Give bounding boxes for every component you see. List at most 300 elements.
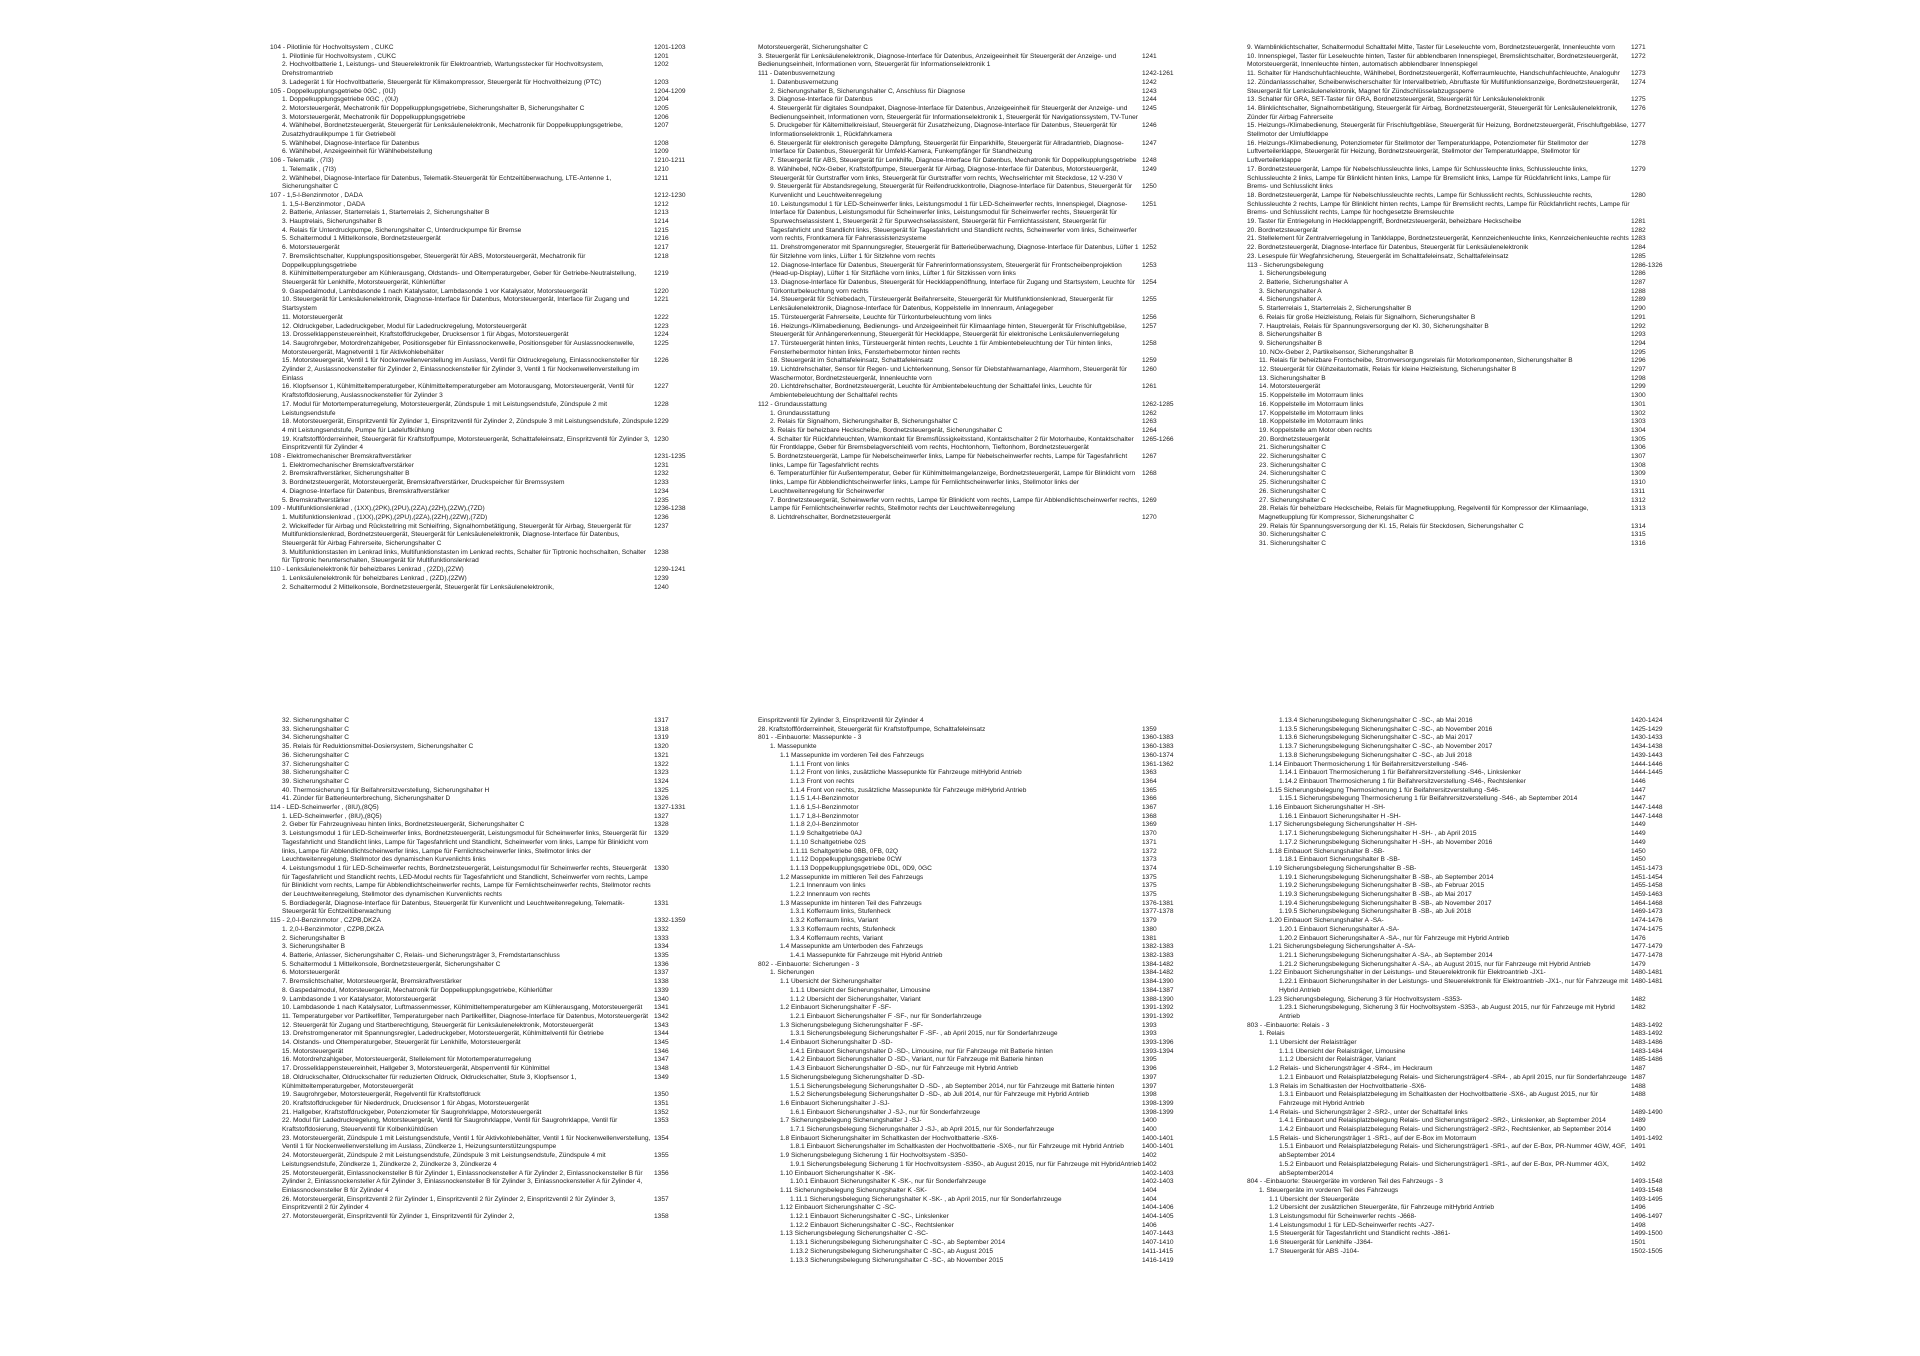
toc-entry[interactable] bbox=[270, 830, 718, 865]
toc-entry[interactable] bbox=[270, 253, 718, 270]
toc-entry[interactable] bbox=[270, 821, 718, 830]
toc-entry[interactable] bbox=[758, 935, 1206, 944]
toc-entry[interactable] bbox=[270, 357, 718, 383]
toc-entry[interactable] bbox=[270, 192, 718, 201]
toc-entry[interactable] bbox=[758, 1222, 1206, 1231]
toc-entry[interactable] bbox=[270, 769, 718, 778]
toc-entry[interactable] bbox=[270, 166, 718, 175]
toc-entry[interactable] bbox=[270, 1039, 718, 1048]
toc-entry[interactable] bbox=[1247, 830, 1695, 839]
toc-entry[interactable] bbox=[1247, 340, 1695, 349]
toc-entry[interactable] bbox=[270, 331, 718, 340]
toc-entry[interactable] bbox=[1247, 1117, 1695, 1126]
toc-entry[interactable] bbox=[1247, 401, 1695, 410]
toc-entry[interactable] bbox=[1247, 540, 1695, 549]
toc-entry[interactable] bbox=[1247, 1135, 1695, 1144]
toc-entry[interactable] bbox=[758, 891, 1206, 900]
toc-entry[interactable] bbox=[1247, 882, 1695, 891]
toc-entry[interactable] bbox=[270, 1213, 718, 1222]
toc-entry[interactable] bbox=[758, 122, 1206, 139]
toc-entry[interactable] bbox=[1247, 505, 1695, 522]
toc-entry[interactable] bbox=[270, 201, 718, 210]
toc-entry[interactable] bbox=[1247, 943, 1695, 952]
toc-entry[interactable] bbox=[270, 61, 718, 78]
toc-entry[interactable] bbox=[270, 96, 718, 105]
toc-entry[interactable] bbox=[270, 1074, 718, 1091]
toc-entry[interactable] bbox=[1247, 349, 1695, 358]
toc-entry[interactable] bbox=[1247, 787, 1695, 796]
toc-entry[interactable] bbox=[1247, 1161, 1695, 1178]
toc-entry[interactable] bbox=[758, 1004, 1206, 1013]
toc-entry[interactable] bbox=[270, 514, 718, 523]
toc-entry-page: 1299 bbox=[1631, 383, 1646, 391]
toc-entry[interactable] bbox=[758, 1030, 1206, 1039]
toc-entry[interactable] bbox=[758, 1091, 1206, 1100]
toc-entry[interactable] bbox=[270, 79, 718, 88]
toc-entry[interactable] bbox=[1247, 926, 1695, 935]
toc-entry[interactable] bbox=[1247, 122, 1695, 139]
toc-entry[interactable] bbox=[758, 804, 1206, 813]
toc-entry[interactable] bbox=[270, 978, 718, 987]
toc-entry[interactable] bbox=[758, 244, 1206, 261]
toc-entry[interactable] bbox=[270, 900, 718, 917]
toc-entry[interactable] bbox=[270, 1100, 718, 1109]
toc-entry[interactable] bbox=[270, 1109, 718, 1118]
toc-entry[interactable] bbox=[270, 926, 718, 935]
toc-entry[interactable] bbox=[758, 1143, 1206, 1152]
toc-entry[interactable] bbox=[1247, 444, 1695, 453]
toc-entry[interactable] bbox=[1247, 79, 1695, 96]
toc-entry[interactable] bbox=[270, 1048, 718, 1057]
toc-entry[interactable] bbox=[1247, 488, 1695, 497]
toc-entry[interactable] bbox=[1247, 253, 1695, 262]
toc-entry[interactable] bbox=[758, 1204, 1206, 1213]
toc-entry[interactable] bbox=[758, 1074, 1206, 1083]
toc-entry[interactable] bbox=[758, 79, 1206, 88]
toc-entry[interactable] bbox=[270, 752, 718, 761]
toc-entry-title: 8. Gaspedalmodul, Motorsteuergerät, Mechatronik für Doppelkupplungsgetriebe, Kühlerlüfter bbox=[282, 986, 553, 994]
toc-entry[interactable] bbox=[1247, 1187, 1695, 1196]
toc-entry[interactable] bbox=[270, 996, 718, 1005]
toc-entry[interactable] bbox=[270, 157, 718, 166]
toc-entry[interactable] bbox=[270, 813, 718, 822]
toc-entry[interactable] bbox=[1247, 1178, 1695, 1187]
toc-entry[interactable] bbox=[758, 839, 1206, 848]
toc-entry[interactable] bbox=[1247, 1030, 1695, 1039]
toc-entry[interactable] bbox=[758, 787, 1206, 796]
toc-entry[interactable] bbox=[758, 183, 1206, 200]
toc-entry[interactable] bbox=[270, 53, 718, 62]
toc-entry[interactable] bbox=[1247, 244, 1695, 253]
toc-entry[interactable] bbox=[1247, 331, 1695, 340]
toc-entry[interactable] bbox=[1247, 140, 1695, 166]
toc-entry[interactable] bbox=[270, 1056, 718, 1065]
toc-entry[interactable] bbox=[758, 470, 1206, 496]
toc-entry[interactable] bbox=[758, 427, 1206, 436]
toc-entry[interactable] bbox=[1247, 969, 1695, 978]
toc-entry[interactable] bbox=[270, 209, 718, 218]
toc-entry[interactable] bbox=[758, 882, 1206, 891]
toc-entry[interactable] bbox=[1247, 743, 1695, 752]
toc-entry[interactable] bbox=[758, 726, 1206, 735]
toc-entry[interactable] bbox=[270, 717, 718, 726]
toc-entry[interactable] bbox=[1247, 392, 1695, 401]
toc-entry[interactable] bbox=[1247, 1109, 1695, 1118]
toc-entry[interactable] bbox=[758, 410, 1206, 419]
toc-entry[interactable] bbox=[758, 1170, 1206, 1179]
toc-entry[interactable] bbox=[758, 418, 1206, 427]
toc-entry[interactable] bbox=[1247, 305, 1695, 314]
toc-entry[interactable] bbox=[758, 908, 1206, 917]
toc-entry[interactable] bbox=[270, 227, 718, 236]
toc-entry[interactable] bbox=[1247, 1039, 1695, 1048]
toc-entry[interactable] bbox=[1247, 734, 1695, 743]
toc-entry[interactable] bbox=[1247, 726, 1695, 735]
toc-entry[interactable] bbox=[758, 279, 1206, 296]
toc-entry[interactable] bbox=[1247, 978, 1695, 995]
toc-entry[interactable] bbox=[758, 978, 1206, 987]
toc-entry[interactable] bbox=[758, 1126, 1206, 1135]
toc-entry[interactable] bbox=[270, 340, 718, 357]
toc-entry[interactable] bbox=[270, 523, 718, 549]
toc-entry[interactable] bbox=[270, 1065, 718, 1074]
toc-entry[interactable] bbox=[1247, 821, 1695, 830]
toc-entry[interactable] bbox=[1247, 262, 1695, 271]
toc-entry[interactable] bbox=[270, 114, 718, 123]
toc-entry[interactable] bbox=[270, 987, 718, 996]
toc-entry[interactable] bbox=[1247, 410, 1695, 419]
toc-entry[interactable] bbox=[758, 340, 1206, 357]
toc-entry[interactable] bbox=[758, 1048, 1206, 1057]
toc-entry-title: 10. NOx-Geber 2, Partikelsensor, Sicherungshalter B bbox=[1259, 348, 1414, 356]
toc-entry-title: 6. Relais für große Heizleistung, Relais für Signalhorn, Sicherungshalter B bbox=[1259, 313, 1476, 321]
toc-entry[interactable] bbox=[1247, 1230, 1695, 1239]
toc-entry[interactable] bbox=[1247, 166, 1695, 192]
toc-entry[interactable] bbox=[758, 1257, 1206, 1266]
toc-entry[interactable] bbox=[270, 1196, 718, 1213]
toc-entry[interactable] bbox=[1247, 497, 1695, 506]
toc-entry[interactable] bbox=[270, 1135, 718, 1152]
toc-entry[interactable] bbox=[1247, 383, 1695, 392]
toc-entry[interactable] bbox=[1247, 1248, 1695, 1257]
toc-entry[interactable] bbox=[1247, 952, 1695, 961]
toc-entry[interactable] bbox=[1247, 1143, 1695, 1160]
toc-entry[interactable] bbox=[270, 549, 718, 566]
toc-entry[interactable] bbox=[1247, 1048, 1695, 1057]
toc-entry[interactable] bbox=[758, 769, 1206, 778]
toc-entry[interactable] bbox=[270, 140, 718, 149]
toc-entry[interactable] bbox=[758, 157, 1206, 166]
toc-entry[interactable] bbox=[270, 218, 718, 227]
toc-entry[interactable] bbox=[758, 856, 1206, 865]
toc-entry[interactable] bbox=[1247, 436, 1695, 445]
toc-entry[interactable] bbox=[1247, 192, 1695, 218]
toc-entry-page: 1262 bbox=[1142, 409, 1157, 417]
toc-entry[interactable] bbox=[270, 778, 718, 787]
toc-entry[interactable] bbox=[270, 575, 718, 584]
toc-entry[interactable] bbox=[270, 1152, 718, 1169]
toc-entry[interactable] bbox=[758, 900, 1206, 909]
toc-entry[interactable] bbox=[758, 1022, 1206, 1031]
toc-entry[interactable] bbox=[758, 961, 1206, 970]
toc-entry[interactable] bbox=[1247, 314, 1695, 323]
toc-entry[interactable] bbox=[270, 470, 718, 479]
toc-entry[interactable] bbox=[270, 288, 718, 297]
toc-entry[interactable] bbox=[1247, 856, 1695, 865]
toc-entry[interactable] bbox=[270, 584, 718, 593]
toc-entry[interactable] bbox=[270, 44, 718, 53]
toc-entry[interactable] bbox=[270, 865, 718, 900]
toc-entry[interactable] bbox=[1247, 531, 1695, 540]
toc-entry[interactable] bbox=[758, 952, 1206, 961]
toc-entry[interactable] bbox=[758, 262, 1206, 279]
toc-entry[interactable] bbox=[758, 778, 1206, 787]
toc-entry[interactable] bbox=[758, 436, 1206, 453]
toc-entry[interactable] bbox=[758, 830, 1206, 839]
toc-entry[interactable] bbox=[758, 1230, 1206, 1239]
toc-entry[interactable] bbox=[758, 1135, 1206, 1144]
toc-entry[interactable] bbox=[270, 1117, 718, 1134]
toc-entry[interactable] bbox=[758, 366, 1206, 383]
toc-entry[interactable] bbox=[1247, 235, 1695, 244]
toc-entry[interactable] bbox=[1247, 375, 1695, 384]
toc-entry-title: 1.17 Sicherungsbelegung Sicherungshalter H -SH- bbox=[1269, 821, 1418, 829]
toc-entry[interactable] bbox=[1247, 1196, 1695, 1205]
toc-entry[interactable] bbox=[270, 505, 718, 514]
toc-entry[interactable] bbox=[1247, 105, 1695, 122]
toc-entry[interactable] bbox=[270, 935, 718, 944]
toc-entry[interactable] bbox=[758, 166, 1206, 183]
toc-entry[interactable] bbox=[270, 314, 718, 323]
toc-entry[interactable] bbox=[1247, 908, 1695, 917]
toc-entry[interactable] bbox=[758, 969, 1206, 978]
toc-entry[interactable] bbox=[270, 787, 718, 796]
toc-entry[interactable] bbox=[1247, 366, 1695, 375]
toc-entry[interactable] bbox=[1247, 717, 1695, 726]
toc-entry[interactable] bbox=[758, 752, 1206, 761]
toc-entry[interactable] bbox=[758, 1056, 1206, 1065]
toc-entry[interactable] bbox=[758, 1117, 1206, 1126]
toc-entry[interactable] bbox=[758, 1039, 1206, 1048]
toc-entry[interactable] bbox=[1247, 523, 1695, 532]
toc-entry[interactable] bbox=[270, 462, 718, 471]
toc-entry[interactable] bbox=[1247, 778, 1695, 787]
toc-entry[interactable] bbox=[758, 453, 1206, 470]
toc-entry[interactable] bbox=[758, 917, 1206, 926]
toc-entry[interactable] bbox=[758, 1196, 1206, 1205]
toc-entry[interactable] bbox=[270, 270, 718, 287]
toc-entry[interactable] bbox=[1247, 1022, 1695, 1031]
toc-entry[interactable] bbox=[1247, 1204, 1695, 1213]
toc-entry[interactable] bbox=[758, 1239, 1206, 1248]
toc-entry[interactable] bbox=[270, 479, 718, 488]
toc-entry-title: 2. Wählhebel, Diagnose-Interface für Datenbus, Telematik-Steuergerät für Echtzeitüberwachung, LTE-Antenne 1, Sicherungshalter C bbox=[282, 174, 612, 191]
toc-entry[interactable] bbox=[270, 943, 718, 952]
toc-entry[interactable] bbox=[270, 122, 718, 139]
toc-entry[interactable] bbox=[270, 1170, 718, 1196]
toc-entry[interactable] bbox=[1247, 1091, 1695, 1108]
toc-entry[interactable] bbox=[758, 201, 1206, 245]
toc-entry[interactable] bbox=[270, 969, 718, 978]
toc-entry[interactable] bbox=[270, 566, 718, 575]
toc-entry[interactable] bbox=[758, 734, 1206, 743]
toc-entry[interactable] bbox=[270, 761, 718, 770]
toc-entry[interactable] bbox=[270, 795, 718, 804]
toc-entry[interactable] bbox=[1247, 839, 1695, 848]
toc-entry[interactable] bbox=[758, 96, 1206, 105]
toc-entry[interactable] bbox=[758, 1100, 1206, 1109]
toc-entry[interactable] bbox=[1247, 874, 1695, 883]
toc-entry[interactable] bbox=[758, 1065, 1206, 1074]
toc-entry[interactable] bbox=[1247, 323, 1695, 332]
toc-entry[interactable] bbox=[1247, 752, 1695, 761]
toc-entry[interactable] bbox=[270, 917, 718, 926]
toc-entry[interactable] bbox=[758, 865, 1206, 874]
toc-entry[interactable] bbox=[1247, 1222, 1695, 1231]
toc-entry[interactable] bbox=[1247, 795, 1695, 804]
toc-entry[interactable] bbox=[270, 726, 718, 735]
toc-entry[interactable] bbox=[1247, 813, 1695, 822]
toc-entry[interactable] bbox=[758, 1109, 1206, 1118]
toc-entry[interactable] bbox=[1247, 453, 1695, 462]
toc-entry[interactable] bbox=[1247, 418, 1695, 427]
toc-entry[interactable] bbox=[1247, 70, 1695, 79]
toc-entry[interactable] bbox=[270, 175, 718, 192]
toc-entry[interactable] bbox=[1247, 1004, 1695, 1021]
toc-entry[interactable] bbox=[1247, 996, 1695, 1005]
toc-entry[interactable] bbox=[1247, 865, 1695, 874]
toc-entry[interactable] bbox=[1247, 900, 1695, 909]
toc-entry[interactable] bbox=[1247, 1239, 1695, 1248]
toc-entry[interactable] bbox=[270, 453, 718, 462]
toc-entry[interactable] bbox=[1247, 769, 1695, 778]
toc-entry[interactable] bbox=[270, 804, 718, 813]
toc-entry[interactable] bbox=[270, 418, 718, 435]
toc-entry[interactable] bbox=[1247, 1126, 1695, 1135]
toc-entry[interactable] bbox=[1247, 1056, 1695, 1065]
toc-entry[interactable] bbox=[1247, 462, 1695, 471]
toc-entry[interactable] bbox=[270, 296, 718, 313]
toc-entry[interactable] bbox=[270, 244, 718, 253]
toc-entry[interactable] bbox=[1247, 279, 1695, 288]
toc-entry[interactable] bbox=[270, 1022, 718, 1031]
toc-entry[interactable] bbox=[758, 53, 1206, 70]
toc-entry[interactable] bbox=[270, 1030, 718, 1039]
toc-entry-page: 1483-1486 bbox=[1631, 1039, 1663, 1047]
toc-entry[interactable] bbox=[1247, 848, 1695, 857]
toc-entry[interactable] bbox=[270, 383, 718, 400]
toc-entry-page: 1250 bbox=[1142, 183, 1157, 191]
toc-entry[interactable] bbox=[270, 743, 718, 752]
toc-entry[interactable] bbox=[270, 105, 718, 114]
toc-entry[interactable] bbox=[1247, 227, 1695, 236]
toc-entry[interactable] bbox=[758, 296, 1206, 313]
toc-entry[interactable] bbox=[758, 70, 1206, 79]
toc-entry[interactable] bbox=[758, 357, 1206, 366]
toc-entry[interactable] bbox=[270, 497, 718, 506]
toc-entry-page: 1400 bbox=[1142, 1126, 1157, 1134]
toc-entry[interactable] bbox=[1247, 1065, 1695, 1074]
toc-entry[interactable] bbox=[758, 874, 1206, 883]
toc-entry[interactable] bbox=[758, 1248, 1206, 1257]
toc-entry[interactable] bbox=[1247, 935, 1695, 944]
toc-entry[interactable] bbox=[1247, 96, 1695, 105]
toc-entry[interactable] bbox=[758, 401, 1206, 410]
toc-entry[interactable] bbox=[1247, 479, 1695, 488]
toc-entry[interactable] bbox=[758, 1152, 1206, 1161]
toc-entry[interactable] bbox=[270, 88, 718, 97]
toc-entry[interactable] bbox=[758, 140, 1206, 157]
toc-entry[interactable] bbox=[270, 961, 718, 970]
toc-entry[interactable] bbox=[758, 1187, 1206, 1196]
toc-entry[interactable] bbox=[270, 401, 718, 418]
toc-entry[interactable] bbox=[758, 848, 1206, 857]
toc-entry[interactable] bbox=[758, 926, 1206, 935]
toc-entry[interactable] bbox=[270, 952, 718, 961]
toc-entry[interactable] bbox=[758, 323, 1206, 340]
toc-entry[interactable] bbox=[270, 235, 718, 244]
toc-entry[interactable] bbox=[758, 1213, 1206, 1222]
toc-entry[interactable] bbox=[270, 1004, 718, 1013]
toc-entry[interactable] bbox=[758, 1013, 1206, 1022]
toc-entry[interactable] bbox=[1247, 53, 1695, 70]
toc-entry[interactable] bbox=[1247, 1083, 1695, 1092]
toc-entry[interactable] bbox=[758, 314, 1206, 323]
toc-entry[interactable] bbox=[1247, 761, 1695, 770]
toc-entry[interactable] bbox=[758, 105, 1206, 122]
toc-entry[interactable] bbox=[1247, 917, 1695, 926]
toc-entry[interactable] bbox=[1247, 218, 1695, 227]
toc-entry[interactable] bbox=[758, 821, 1206, 830]
toc-entry[interactable] bbox=[758, 987, 1206, 996]
toc-entry[interactable] bbox=[758, 996, 1206, 1005]
toc-entry[interactable] bbox=[270, 488, 718, 497]
toc-entry[interactable] bbox=[758, 88, 1206, 97]
toc-entry[interactable] bbox=[758, 383, 1206, 400]
toc-entry[interactable] bbox=[1247, 470, 1695, 479]
toc-entry[interactable] bbox=[758, 813, 1206, 822]
toc-entry[interactable] bbox=[1247, 804, 1695, 813]
toc-entry[interactable] bbox=[758, 1083, 1206, 1092]
toc-entry[interactable] bbox=[758, 1178, 1206, 1187]
toc-entry[interactable] bbox=[758, 743, 1206, 752]
toc-entry[interactable] bbox=[758, 497, 1206, 514]
toc-entry[interactable] bbox=[758, 514, 1206, 523]
toc-entry[interactable] bbox=[758, 761, 1206, 770]
toc-entry[interactable] bbox=[270, 734, 718, 743]
toc-entry[interactable] bbox=[758, 717, 1206, 726]
toc-entry[interactable] bbox=[1247, 1074, 1695, 1083]
toc-entry[interactable] bbox=[1247, 357, 1695, 366]
toc-entry[interactable] bbox=[1247, 961, 1695, 970]
toc-entry[interactable] bbox=[758, 1161, 1206, 1170]
toc-entry[interactable] bbox=[758, 943, 1206, 952]
toc-entry[interactable] bbox=[1247, 270, 1695, 279]
toc-entry[interactable] bbox=[1247, 296, 1695, 305]
toc-entry[interactable] bbox=[1247, 427, 1695, 436]
toc-entry[interactable] bbox=[1247, 288, 1695, 297]
toc-entry[interactable] bbox=[270, 1013, 718, 1022]
toc-entry[interactable] bbox=[270, 1091, 718, 1100]
toc-entry[interactable] bbox=[270, 436, 718, 453]
toc-entry[interactable] bbox=[758, 795, 1206, 804]
toc-entry[interactable] bbox=[270, 148, 718, 157]
toc-entry[interactable] bbox=[270, 323, 718, 332]
toc-entry[interactable] bbox=[758, 44, 1206, 53]
toc-entry[interactable] bbox=[1247, 891, 1695, 900]
toc-entry[interactable] bbox=[1247, 44, 1695, 53]
toc-entry[interactable] bbox=[1247, 1213, 1695, 1222]
